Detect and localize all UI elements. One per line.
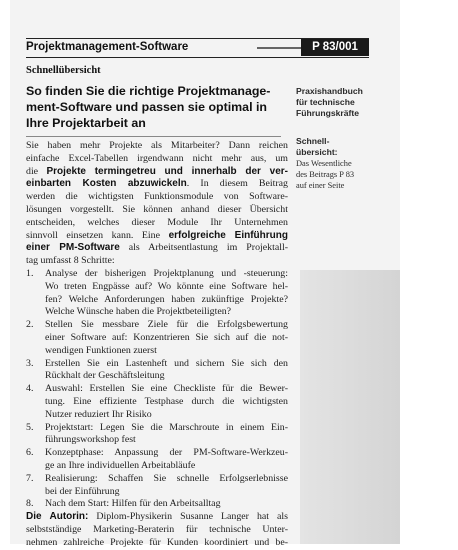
step-line: 1. Analyse der bisherigen Projektplanung und -steuerung: xyxy=(26,267,288,279)
divider xyxy=(26,136,281,137)
step-line: fen? Welche Anforderungen haben zukünftige Projekte? xyxy=(45,293,288,305)
header-bar xyxy=(26,38,369,58)
step-line: 5. Projektstart: Legen Sie die Marschroute in einem Ein- xyxy=(26,421,288,433)
sidebar-subtitle-line: übersicht: xyxy=(296,147,338,157)
step-line: Nutzer reduziert Ihr Risiko xyxy=(45,408,152,420)
emphasis-text: einer PM-Software xyxy=(26,242,120,254)
paragraph-line: Sie haben mehr Projekte als Mitarbeiter? Dann reichen xyxy=(26,140,288,151)
emphasis-text: erfolgreiche Einführung xyxy=(168,229,288,241)
header-code-badge: P 83/001 xyxy=(301,39,369,56)
step-line: einer Software auf: Konzentrieren Sie sich auf die not- xyxy=(45,331,288,343)
sidebar-note-line: auf einer Seite xyxy=(296,181,345,190)
step-line: 4. Auswahl: Erstellen Sie eine Checkliste für die Bewer- xyxy=(26,383,288,395)
paragraph-line: tag umfasst 8 Schritte: xyxy=(26,255,115,267)
paragraph-line: lösungen vorgestellt. Sie können anhand dieser Übersicht xyxy=(26,203,288,215)
sidebar-title-line: Führungskräfte xyxy=(296,108,360,118)
headline-line: So finden Sie die richtige Projektmanage- xyxy=(26,84,271,98)
steps-list xyxy=(26,268,288,511)
paragraph-line: einfache Excel-Tabellen irgendwann nicht mehr aus, um xyxy=(26,152,288,164)
emphasis-text: einbarten Kosten abzuwickeln xyxy=(26,178,187,190)
sidebar-note-line: des Beitrags P 83 xyxy=(296,170,355,179)
step-line: 7. Realisierung: Schaffen Sie schnelle Erfolgserlebnisse xyxy=(26,472,288,484)
sidebar-title-line: für technische xyxy=(296,97,355,107)
step-number: 1. xyxy=(26,267,34,279)
step-line: tung. Eine effiziente Testphase durch die wichtigsten xyxy=(45,395,288,407)
paragraph-line: einbarten Kosten abzuwickeln. In diesem Beitrag xyxy=(26,178,288,190)
step-line: bei der Einführung xyxy=(45,485,120,497)
page-margin xyxy=(0,0,10,544)
step-number: 6. xyxy=(26,447,34,459)
step-line: führungsworkshop fest xyxy=(45,434,136,446)
headline-line: ment-Software und passen sie optimal in xyxy=(26,100,267,114)
step-line: wendigen Funktionen zuerst xyxy=(45,344,157,356)
step-number: 4. xyxy=(26,383,34,395)
sidebar-note xyxy=(296,158,386,191)
header-title: Projektmanagement-Software xyxy=(26,41,189,53)
step-line: 8. Nach dem Start: Hilfen für den Arbeitsalltag xyxy=(26,498,221,510)
step-line: Rückhalt der Geschäftsleitung xyxy=(45,370,165,382)
author-line: Die Autorin: Diplom-Physikerin Susanne Langer hat als xyxy=(26,511,288,523)
author-line: selbstständige Marketing-Beraterin für technische Unter- xyxy=(26,523,288,535)
vertical-section-label: Schnellübersicht xyxy=(398,173,447,544)
step-line: 6. Konzeptphase: Anpassung der PM-Software-Werkzeu- xyxy=(26,447,288,459)
author-label: Die Autorin: xyxy=(26,511,89,523)
step-number: 7. xyxy=(26,472,34,484)
emphasis-text: Projekte termingetreu und innerhalb der ver- xyxy=(46,165,288,177)
step-number: 8. xyxy=(26,498,34,510)
body-text xyxy=(26,140,288,550)
sidebar-note-line: Das Wesentliche xyxy=(296,159,352,168)
sidebar-subtitle-line: Schnell- xyxy=(296,136,330,146)
sidebar-subtitle xyxy=(296,136,386,158)
step-line: Welche Wünsche haben die Projektbeteiligten? xyxy=(45,306,232,318)
paragraph-line: werden die wichtigsten Funktionsmodule von Software- xyxy=(26,191,288,203)
headline-line: Ihre Projektarbeit an xyxy=(26,116,146,130)
section-label: Schnellübersicht xyxy=(26,65,101,76)
step-line: Wo treten Engpässe auf? Wo könnte eine Software hel- xyxy=(45,280,288,292)
paragraph-line: sinnvoll einsetzen kann. Eine erfolgreiche Einführung xyxy=(26,229,288,241)
vertical-label-background xyxy=(300,270,400,544)
step-number: 5. xyxy=(26,421,34,433)
step-line: 3. Erstellen Sie ein Lastenheft und sichern Sie sich den xyxy=(26,357,288,369)
author-line: nehmen zahlreiche Projekte für Kunden koordiniert und be- xyxy=(26,536,288,548)
step-number: 2. xyxy=(26,319,34,331)
sidebar-title xyxy=(296,86,386,119)
paragraph-line: einer PM-Software als Arbeitsentlastung im Projektall- xyxy=(26,242,288,254)
headline xyxy=(26,83,276,131)
sidebar-title-line: Praxishandbuch xyxy=(296,86,363,96)
paragraph-line: entscheiden, welches dieser Module Ihr Unternehmen xyxy=(26,216,288,228)
step-number: 3. xyxy=(26,357,34,369)
step-line: ge an Ihre individuellen Arbeitabläufe xyxy=(45,459,196,471)
paragraph-line: die Projekte termingetreu und innerhalb der ver- xyxy=(26,165,288,177)
step-line: 2. Stellen Sie messbare Ziele für die Erfolgsbewertung xyxy=(26,319,288,331)
